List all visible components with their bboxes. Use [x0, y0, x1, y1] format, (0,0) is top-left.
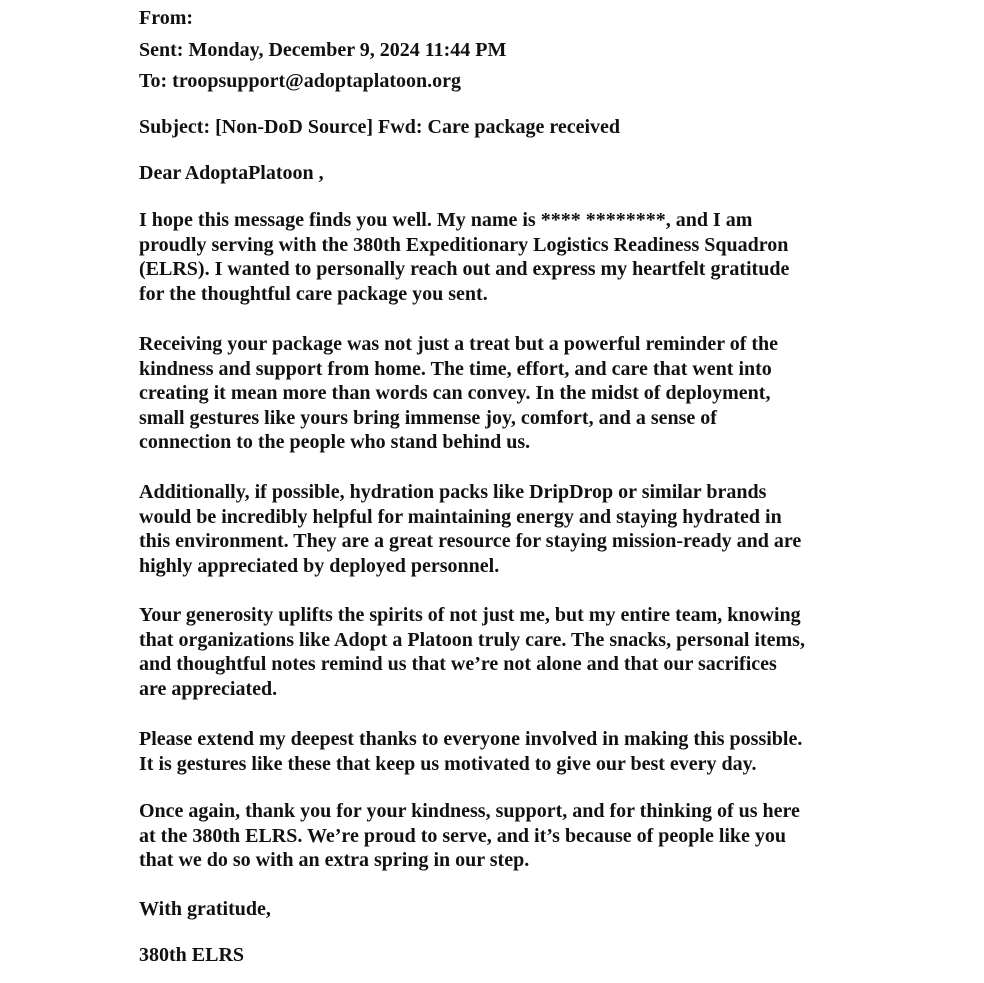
subject-line: Subject: [Non-DoD Source] Fwd: Care package received — [139, 116, 621, 138]
paragraph-3 — [139, 480, 801, 578]
paragraph-line: Receiving your package was not just a treat but a powerful reminder of the — [139, 333, 779, 355]
paragraph-line: Additionally, if possible, hydration packs like DripDrop or similar brands — [139, 481, 767, 503]
paragraph-line: kindness and support from home. The time, effort, and care that went into — [139, 357, 772, 380]
paragraph-1 — [139, 208, 789, 306]
to-line: To: troopsupport@adoptaplatoon.org — [139, 70, 462, 92]
paragraph-line: that we do so with an extra spring in our step. — [139, 849, 530, 871]
paragraph-line: I hope this message finds you well. My name is **** ********, and I am — [139, 209, 753, 231]
paragraph-4 — [139, 603, 805, 701]
paragraph-line: at the 380th ELRS. We’re proud to serve, and it’s because of people like you — [139, 824, 787, 847]
paragraph-line: connection to the people who stand behind us. — [139, 431, 531, 453]
paragraph-line: Your generosity uplifts the spirits of not just me, but my entire team, knowing — [139, 604, 801, 626]
paragraph-line: highly appreciated by deployed personnel. — [139, 554, 500, 577]
paragraph-line: are appreciated. — [139, 677, 278, 700]
paragraph-line: proudly serving with the 380th Expeditionary Logistics Readiness Squadron — [139, 233, 789, 256]
signature: 380th ELRS — [139, 944, 245, 966]
paragraph-2 — [139, 332, 778, 455]
paragraph-line: that organizations like Adopt a Platoon truly care. The snacks, personal items, — [139, 628, 805, 651]
paragraph-line: for the thoughtful care package you sent. — [139, 282, 488, 305]
closing: With gratitude, — [139, 898, 271, 920]
paragraph-line: Please extend my deepest thanks to everyone involved in making this possible. — [139, 728, 803, 750]
paragraph-line: would be incredibly helpful for maintaining energy and staying hydrated in — [139, 505, 782, 528]
from-line: From: — [139, 7, 194, 29]
paragraph-line: (ELRS). I wanted to personally reach out and express my heartfelt gratitude — [139, 258, 790, 280]
sent-line: Sent: Monday, December 9, 2024 11:44 PM — [139, 39, 507, 61]
paragraph-line: It is gestures like these that keep us motivated to give our best every day. — [139, 752, 757, 775]
paragraph-line: and thoughtful notes remind us that we’re not alone and that our sacrifices — [139, 653, 777, 675]
paragraph-line: this environment. They are a great resource for staying mission-ready and are — [139, 530, 802, 552]
paragraph-5 — [139, 727, 802, 776]
paragraph-line: small gestures like yours bring immense joy, comfort, and a sense of — [139, 406, 717, 429]
paragraph-line: Once again, thank you for your kindness, support, and for thinking of us here — [139, 800, 800, 822]
paragraph-6 — [139, 799, 800, 873]
greeting: Dear AdoptaPlatoon , — [139, 162, 324, 184]
paragraph-line: creating it mean more than words can convey. In the midst of deployment, — [139, 382, 771, 404]
